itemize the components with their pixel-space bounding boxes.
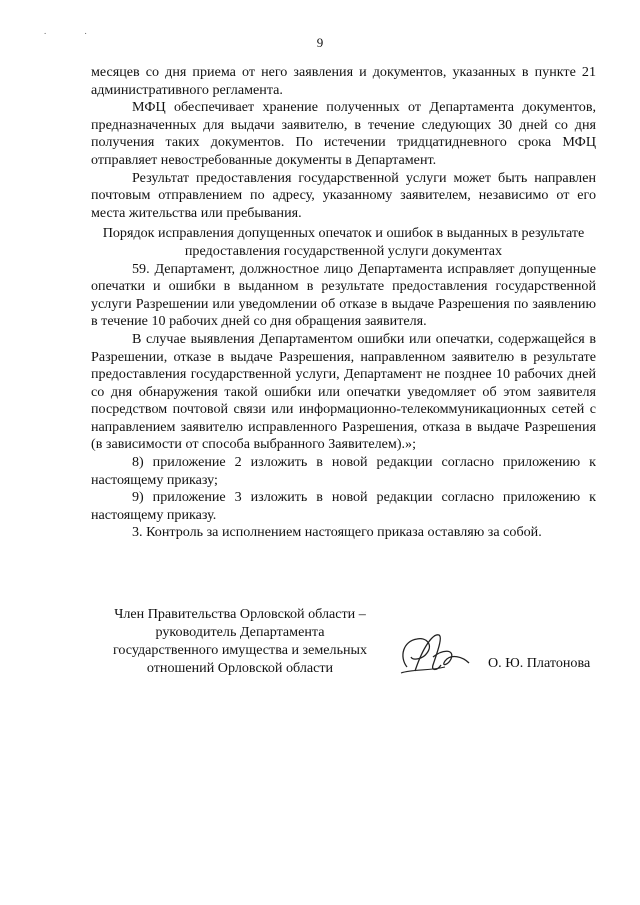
handwritten-signature <box>393 627 473 683</box>
paragraph-control: 3. Контроль за исполнением настоящего приказа оставляю за собой. <box>132 524 542 541</box>
signatory-position <box>90 605 390 677</box>
page-number: 9 <box>316 35 324 50</box>
paragraph-item-9: 9) приложение 3 изложить в новой редакции согласно приложению к настоящему приказу. <box>91 489 596 523</box>
paragraph-error-detection: В случае выявления Департаментом ошибки или опечатки, содержащейся в Разрешении, отказе в выдаче Разрешения, направленном заявителю в результате предоставления государственной услуги, Департамент не позднее 10 рабочих дней со дня обнаружения такой ошибки или опечатки уведомляет об этом заявителя посредством почтовой связи или информационно-телекоммуникационных сетей с направлением заявителю исправленного Разрешения, отказа в выдаче Разрешения (в зависимости от способа выбранного Заявителем).»; <box>91 330 596 453</box>
section-heading: Порядок исправления допущенных опечаток и ошибок в выданных в результате предоставления государственной услуги документах <box>102 225 585 259</box>
signer-name: О. Ю. Платонова <box>488 655 591 671</box>
document-body <box>91 64 596 542</box>
position-line: отношений Орловской области <box>146 660 334 676</box>
position-line: государственного имущества и земельных <box>112 642 368 658</box>
paragraph-mfc-storage: МФЦ обеспечивает хранение полученных от Департамента документов, предназначенных для выдачи заявителю, в течение следующих 30 дней со дня получения таких документов. По истечении тридцатидневного срока МФЦ отправляет невостребованные документы в Департамент. <box>91 99 596 168</box>
paragraph-item-8: 8) приложение 2 изложить в новой редакции согласно приложению к настоящему приказу; <box>91 454 596 488</box>
corner-marks: . . <box>44 26 105 36</box>
paragraph-item-59: 59. Департамент, должностное лицо Департамента исправляет допущенные опечатки и ошибки в выданном в результате предоставления государственной услуги Разрешении или уведомлении об отказе в выдаче Разрешения по заявлению в течение 10 рабочих дней со дня обращения заявителя. <box>91 260 596 330</box>
position-line: Член Правительства Орловской области – <box>114 606 366 622</box>
paragraph-postal-result: Результат предоставления государственной услуги может быть направлен почтовым отправлением по адресу, указанному заявителем, независимо от его места жительства или пребывания. <box>91 169 596 221</box>
position-line: руководитель Департамента <box>155 624 325 640</box>
paragraph-continuation: месяцев со дня приема от него заявления и документов, указанных в пункте 21 административного регламента. <box>91 64 596 98</box>
